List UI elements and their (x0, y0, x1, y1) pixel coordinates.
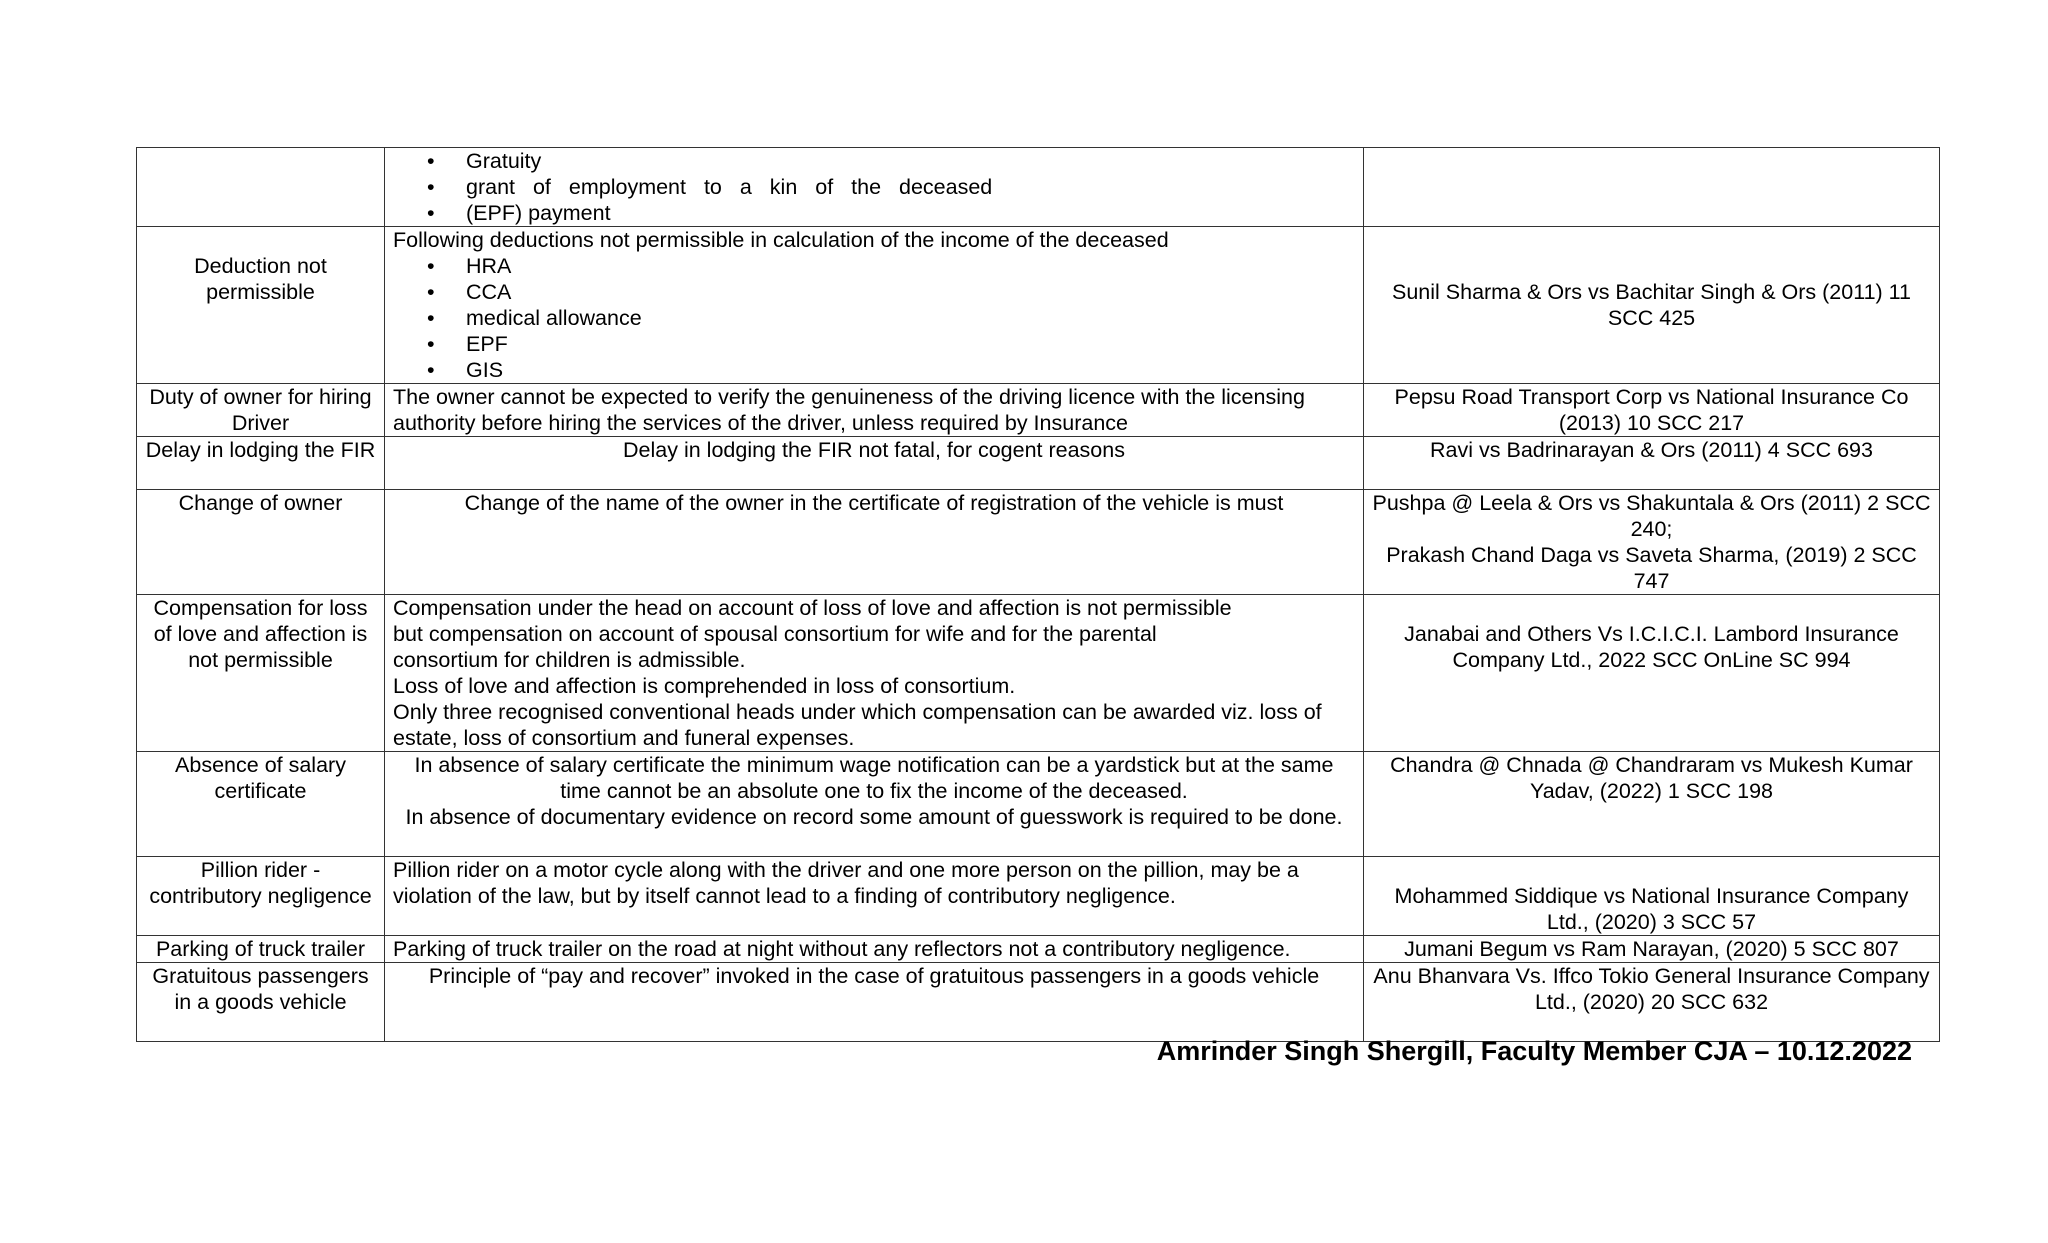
list-item: • Gratuity (393, 148, 1355, 174)
principle-cell (385, 148, 1364, 227)
topic-cell: Compensation for loss of love and affection is not permissible (137, 595, 385, 752)
list-item: • (EPF) payment (393, 200, 1355, 226)
case-law-table (136, 147, 1940, 1042)
topic-cell: Pillion rider - contributory negligence (137, 857, 385, 936)
topic-cell: Parking of truck trailer (137, 936, 385, 963)
citation-cell (1364, 595, 1940, 752)
principle-line: Loss of love and affection is comprehended in loss of consortium. (393, 674, 1016, 698)
citation-cell (1364, 490, 1940, 595)
table-row (137, 857, 1940, 936)
principle-cell: The owner cannot be expected to verify the genuineness of the driving licence with the licensing authority before hiring the services of the driver, unless required by Insurance (385, 384, 1364, 437)
principle-intro: Following deductions not permissible in calculation of the income of the deceased (393, 228, 1169, 252)
principle-cell: Change of the name of the owner in the certificate of registration of the vehicle is must (385, 490, 1364, 595)
topic-cell (137, 148, 385, 227)
topic-text: Deduction not permissible (194, 254, 327, 304)
citation-text: Mohammed Siddique vs National Insurance Company Ltd., (2020) 3 SCC 57 (1394, 884, 1909, 934)
principle-cell (385, 752, 1364, 857)
principle-line: Only three recognised conventional heads under which compensation can be awarded viz. loss of estate, loss of consortium and funeral expenses. (393, 700, 1322, 750)
table-row (137, 595, 1940, 752)
list-item-text: grant of employment to a kin of the deceased (466, 175, 993, 199)
citation-cell: Anu Bhanvara Vs. Iffco Tokio General Insurance Company Ltd., (2020) 20 SCC 632 (1364, 963, 1940, 1042)
table-row (137, 936, 1940, 963)
citation-text: Prakash Chand Daga vs Saveta Sharma, (2019) 2 SCC 747 (1386, 543, 1917, 593)
footer-author: Amrinder Singh Shergill, Faculty Member CJA – 10.12.2022 (1156, 1036, 1912, 1066)
principle-line: Compensation under the head on account of loss of love and affection is not permissible (393, 596, 1232, 620)
citation-cell (1364, 857, 1940, 936)
table-row (137, 437, 1940, 490)
principle-cell (385, 227, 1364, 384)
bullet-list (393, 148, 1355, 226)
topic-cell: Change of owner (137, 490, 385, 595)
principle-line: consortium for children is admissible. (393, 648, 746, 672)
table-row (137, 752, 1940, 857)
principle-cell: Parking of truck trailer on the road at night without any reflectors not a contributory negligence. (385, 936, 1364, 963)
principle-cell: Delay in lodging the FIR not fatal, for cogent reasons (385, 437, 1364, 490)
principle-text: In absence of documentary evidence on record some amount of guesswork is required to be done. (405, 805, 1343, 829)
citation-cell: Pepsu Road Transport Corp vs National Insurance Co (2013) 10 SCC 217 (1364, 384, 1940, 437)
principle-text: In absence of salary certificate the minimum wage notification can be a yardstick but at the same time cannot be an absolute one to fix the income of the deceased. (414, 753, 1334, 803)
topic-cell (137, 227, 385, 384)
topic-cell: Duty of owner for hiring Driver (137, 384, 385, 437)
table-row (137, 227, 1940, 384)
list-item: • GIS (393, 357, 1355, 383)
topic-cell: Gratuitous passengers in a goods vehicle (137, 963, 385, 1042)
citation-cell (1364, 148, 1940, 227)
list-item: • HRA (393, 253, 1355, 279)
table-row (137, 384, 1940, 437)
table-row (137, 963, 1940, 1042)
list-item: • EPF (393, 331, 1355, 357)
citation-cell: Chandra @ Chnada @ Chandraram vs Mukesh Kumar Yadav, (2022) 1 SCC 198 (1364, 752, 1940, 857)
citation-text: Janabai and Others Vs I.C.I.C.I. Lambord Insurance Company Ltd., 2022 SCC OnLine SC 994 (1404, 622, 1899, 672)
table-row (137, 490, 1940, 595)
principle-line: but compensation on account of spousal consortium for wife and for the parental (393, 622, 1157, 646)
citation-text: Pushpa @ Leela & Ors vs Shakuntala & Ors (2011) 2 SCC 240; (1372, 491, 1931, 541)
principle-cell: Pillion rider on a motor cycle along with the driver and one more person on the pillion, may be a violation of the law, but by itself cannot lead to a finding of contributory negligence. (385, 857, 1364, 936)
citation-cell: Ravi vs Badrinarayan & Ors (2011) 4 SCC 693 (1364, 437, 1940, 490)
list-item (393, 174, 1355, 200)
citation-cell: Jumani Begum vs Ram Narayan, (2020) 5 SCC 807 (1364, 936, 1940, 963)
citation-text: Sunil Sharma & Ors vs Bachitar Singh & Ors (2011) 11 SCC 425 (1391, 280, 1911, 330)
topic-cell: Delay in lodging the FIR (137, 437, 385, 490)
principle-cell (385, 595, 1364, 752)
bullet-list (393, 253, 1355, 383)
citation-cell (1364, 227, 1940, 384)
topic-cell: Absence of salary certificate (137, 752, 385, 857)
principle-cell: Principle of “pay and recover” invoked in the case of gratuitous passengers in a goods vehicle (385, 963, 1364, 1042)
list-item: • medical allowance (393, 305, 1355, 331)
table-row (137, 148, 1940, 227)
list-item: • CCA (393, 279, 1355, 305)
